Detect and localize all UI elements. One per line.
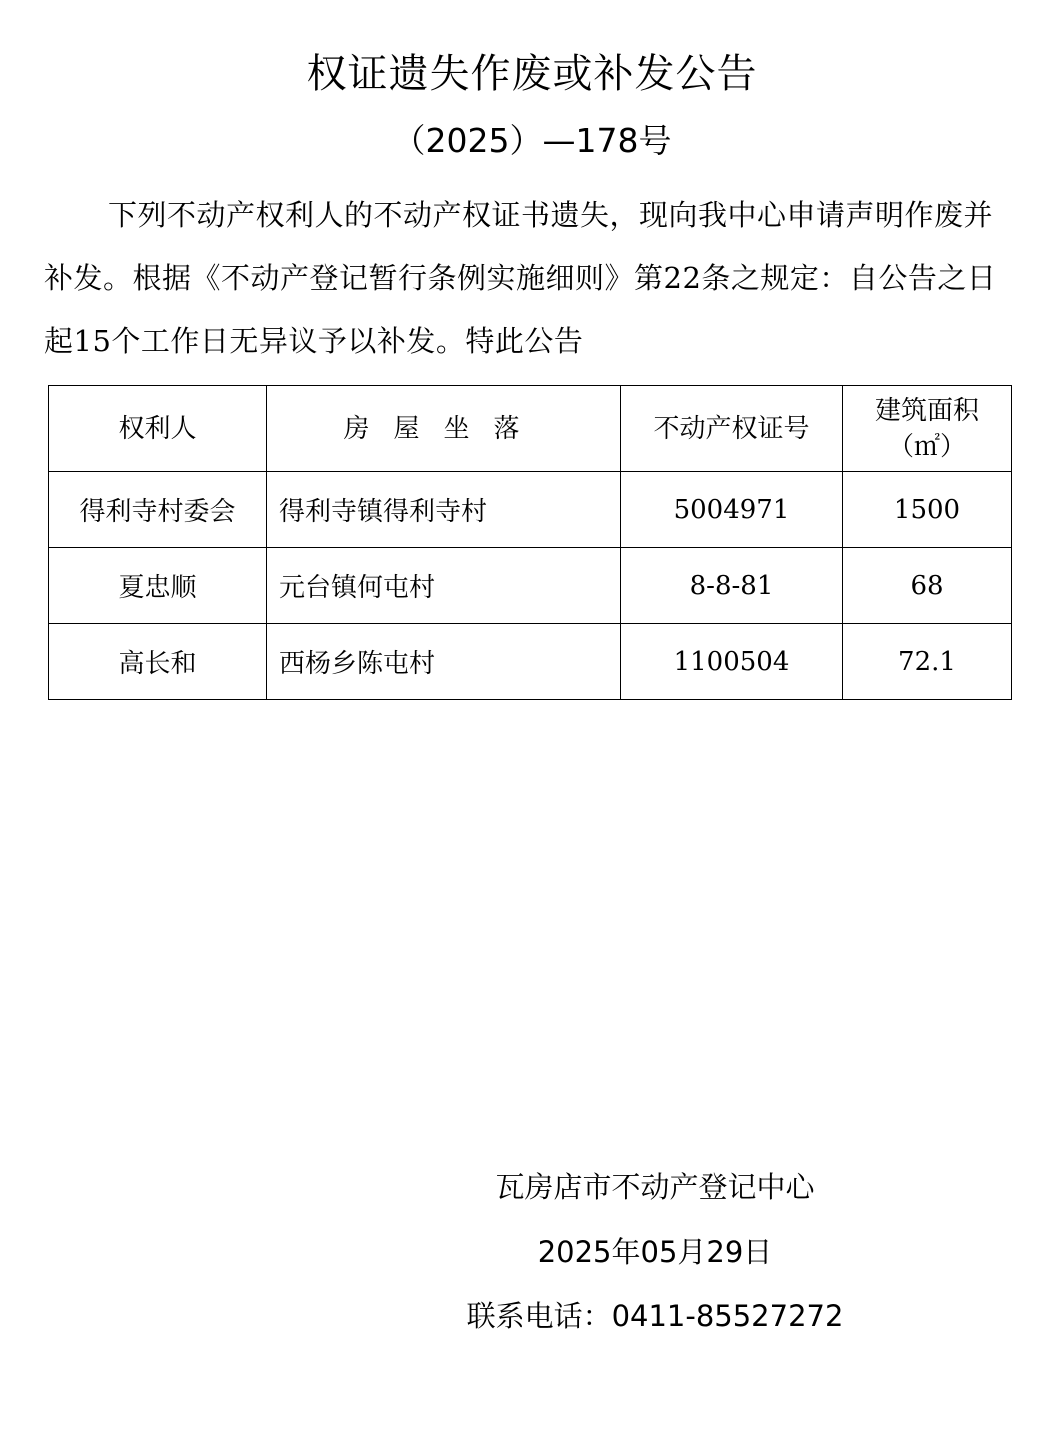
contact-phone: 联系电话：0411-85527272 [466,1299,844,1333]
cell-area: 72.1 [843,624,1012,700]
notice-body: 下列不动产权利人的不动产权证书遗失，现向我中心申请声明作废并补发。根据《不动产登记暂行条例实施细则》第22条之规定：自公告之日起15个工作日无异议予以补发。特此公告 [44,198,997,358]
notice-number: （2025）—178号 [392,121,672,160]
header-location: 房屋坐落 [267,386,621,472]
cell-location: 西杨乡陈屯村 [267,624,621,700]
header-cert-no: 不动产权证号 [621,386,843,472]
table-row [49,624,1012,700]
cell-area: 68 [843,548,1012,624]
cell-area: 1500 [843,472,1012,548]
cell-cert-no: 1100504 [621,624,843,700]
issuer-name: 瓦房店市不动产登记中心 [495,1170,815,1204]
cell-holder: 得利寺村委会 [49,472,267,548]
notice-title: 权证遗失作废或补发公告 [306,51,758,97]
cell-holder: 夏忠顺 [49,548,267,624]
cell-cert-no: 5004971 [621,472,843,548]
cell-location: 元台镇何屯村 [267,548,621,624]
issue-date: 2025年05月29日 [537,1235,773,1269]
records-table [48,385,1012,700]
table-row [49,548,1012,624]
cell-holder: 高长和 [49,624,267,700]
table-header-row [49,386,1012,472]
table-row [49,472,1012,548]
cell-cert-no: 8-8-81 [621,548,843,624]
cell-location: 得利寺镇得利寺村 [267,472,621,548]
header-area: 建筑面积（㎡） [843,386,1012,472]
header-holder: 权利人 [49,386,267,472]
